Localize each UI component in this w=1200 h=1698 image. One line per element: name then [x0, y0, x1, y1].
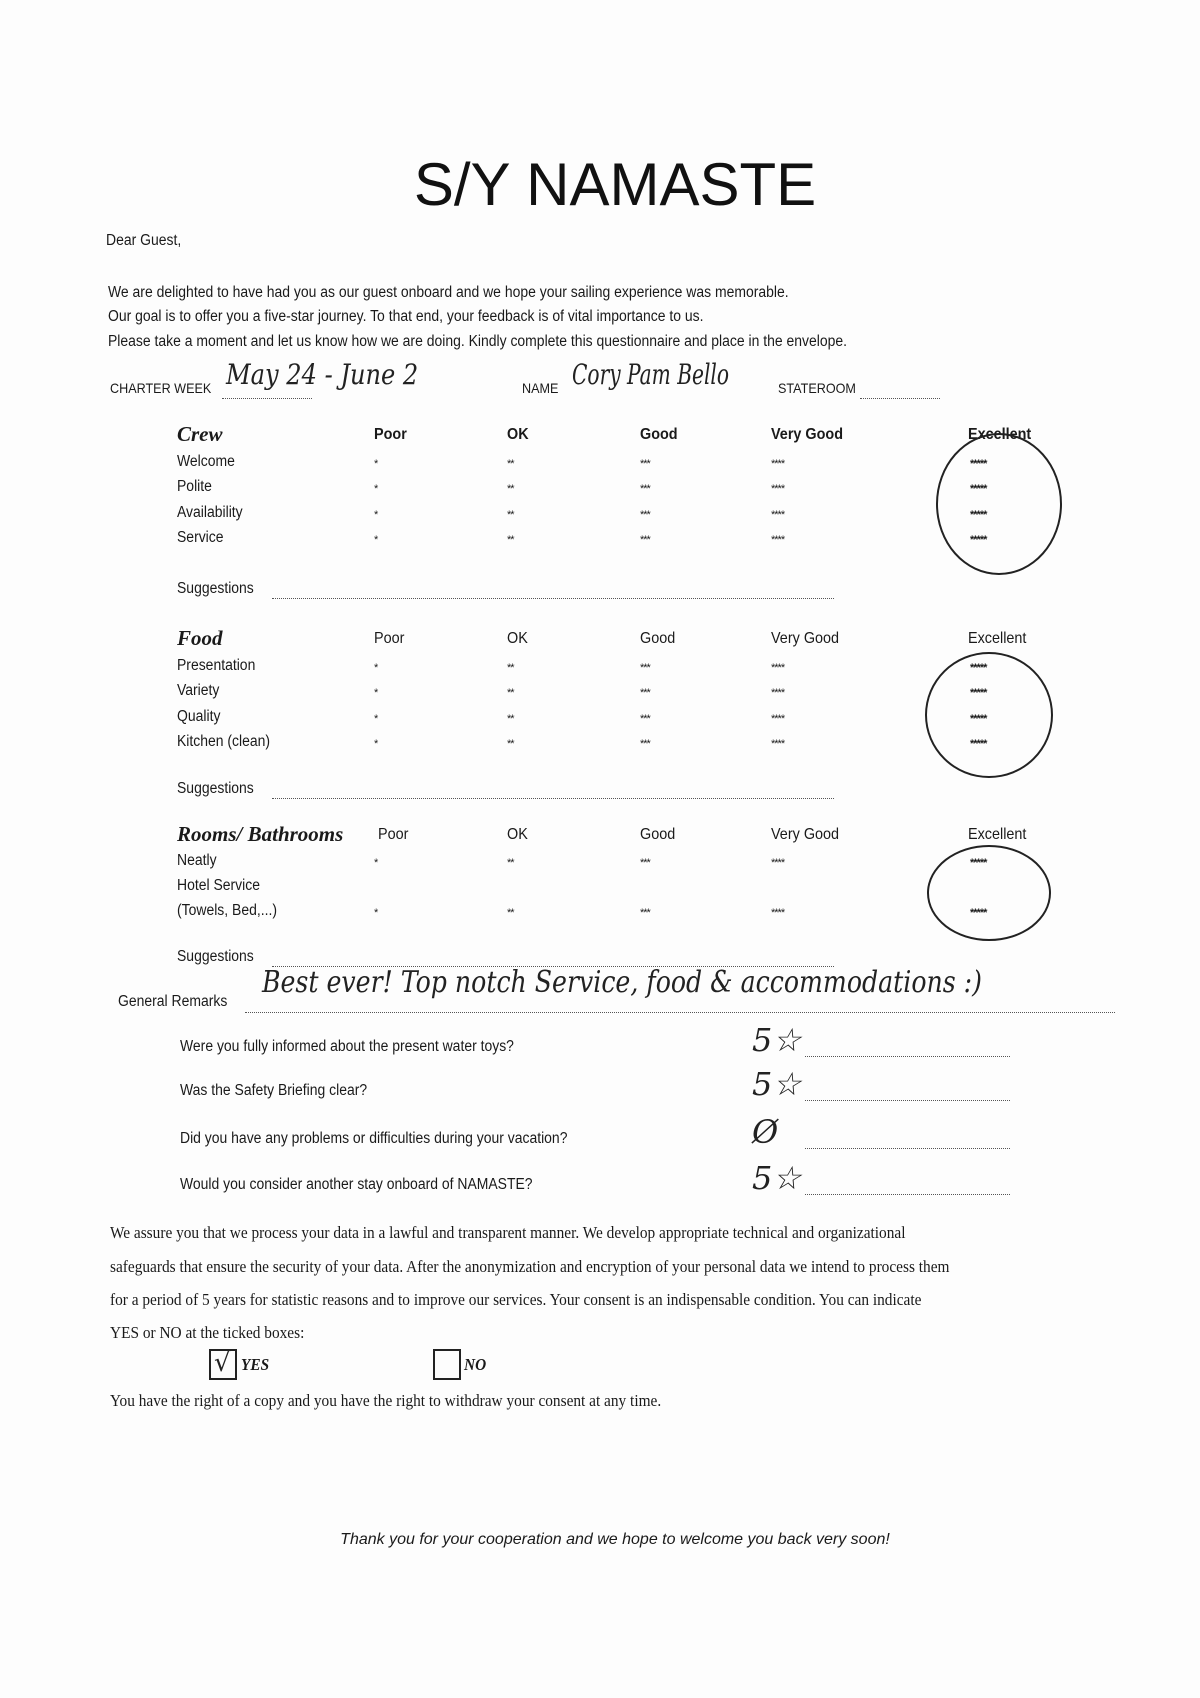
- column-header-very-good: Very Good: [771, 426, 844, 443]
- rating-option-very-good[interactable]: ****: [771, 458, 785, 470]
- selected-excellent-circle: [936, 433, 1062, 575]
- selected-excellent-circle: [925, 652, 1053, 778]
- rating-option-excellent[interactable]: *****: [970, 458, 987, 470]
- consent-no-checkbox[interactable]: [433, 1349, 461, 1380]
- rating-option-excellent[interactable]: *****: [970, 483, 987, 495]
- rating-option-very-good[interactable]: ****: [771, 713, 785, 725]
- rating-option-ok[interactable]: **: [507, 458, 514, 470]
- answer-field-1[interactable]: 5☆: [752, 1021, 802, 1059]
- column-header-excellent: Excellent: [968, 426, 1032, 443]
- rating-option-good[interactable]: ***: [640, 687, 650, 699]
- rating-option-good[interactable]: ***: [640, 662, 650, 674]
- rating-option-ok[interactable]: **: [507, 483, 514, 495]
- rating-option-good[interactable]: ***: [640, 483, 650, 495]
- question-3: Did you have any problems or difficulties during your vacation?: [180, 1130, 568, 1147]
- rating-option-poor[interactable]: *: [374, 509, 378, 521]
- rating-option-ok[interactable]: **: [507, 509, 514, 521]
- consent-line-4: YES or NO at the ticked boxes:: [110, 1323, 305, 1342]
- column-header-very-good: Very Good: [771, 826, 840, 843]
- column-header-poor: Poor: [378, 826, 409, 843]
- suggestions-label: Suggestions: [177, 780, 254, 797]
- section-title-rooms-bathrooms: Rooms/ Bathrooms: [177, 822, 344, 846]
- column-header-ok: OK: [507, 426, 529, 443]
- rating-option-good[interactable]: ***: [640, 907, 650, 919]
- consent-line-3: for a period of 5 years for statistic reasons and to improve our services. Your consent is an indispensable condition. You can indicate: [110, 1290, 922, 1309]
- answer-line-2: [805, 1100, 1010, 1101]
- question-2: Was the Safety Briefing clear?: [180, 1082, 368, 1099]
- rating-option-ok[interactable]: **: [507, 738, 514, 750]
- form-title: S/Y NAMASTE: [413, 151, 817, 218]
- suggestions-label: Suggestions: [177, 948, 254, 965]
- column-header-ok: OK: [507, 826, 528, 843]
- rating-option-poor[interactable]: *: [374, 907, 378, 919]
- rating-option-very-good[interactable]: ****: [771, 483, 785, 495]
- column-header-good: Good: [640, 426, 678, 443]
- row-label-quality: Quality: [177, 708, 221, 725]
- rating-option-very-good[interactable]: ****: [771, 738, 785, 750]
- question-1: Were you fully informed about the present water toys?: [180, 1038, 514, 1055]
- column-header-ok: OK: [507, 630, 528, 647]
- rating-option-poor[interactable]: *: [374, 662, 378, 674]
- rating-option-poor[interactable]: *: [374, 483, 378, 495]
- row-label-kitchen-clean-: Kitchen (clean): [177, 733, 271, 750]
- rating-option-very-good[interactable]: ****: [771, 509, 785, 521]
- rating-option-good[interactable]: ***: [640, 509, 650, 521]
- row-label-presentation: Presentation: [177, 657, 256, 674]
- selected-excellent-circle: [927, 845, 1051, 941]
- rating-option-excellent[interactable]: *****: [970, 713, 987, 725]
- suggestions-field[interactable]: [272, 798, 834, 799]
- section-title-food: Food: [177, 626, 223, 650]
- answer-field-4[interactable]: 5☆: [752, 1159, 802, 1197]
- rating-option-poor[interactable]: *: [374, 713, 378, 725]
- stateroom-field[interactable]: [860, 398, 940, 399]
- rating-option-ok[interactable]: **: [507, 534, 514, 546]
- consent-yes-checkbox[interactable]: [209, 1349, 237, 1380]
- rating-option-ok[interactable]: **: [507, 907, 514, 919]
- rating-option-good[interactable]: ***: [640, 458, 650, 470]
- charter-week-label: CHARTER WEEK: [110, 380, 212, 396]
- rating-option-excellent[interactable]: *****: [970, 662, 987, 674]
- name-field[interactable]: Cory Pam Bello: [572, 358, 729, 391]
- column-header-excellent: Excellent: [968, 826, 1027, 843]
- rating-option-ok[interactable]: **: [507, 857, 514, 869]
- row-label-service: Service: [177, 529, 224, 546]
- rating-option-very-good[interactable]: ****: [771, 687, 785, 699]
- rating-option-excellent[interactable]: *****: [970, 857, 987, 869]
- intro-line-1: We are delighted to have had you as our guest onboard and we hope your sailing experience was memorable.: [108, 284, 789, 301]
- consent-no-label: NO: [464, 1355, 487, 1374]
- charter-week-field[interactable]: May 24 - June 2: [226, 358, 419, 391]
- rating-option-good[interactable]: ***: [640, 857, 650, 869]
- rating-option-very-good[interactable]: ****: [771, 857, 785, 869]
- rating-option-good[interactable]: ***: [640, 713, 650, 725]
- rating-option-ok[interactable]: **: [507, 662, 514, 674]
- rating-option-very-good[interactable]: ****: [771, 534, 785, 546]
- suggestions-field[interactable]: [272, 598, 834, 599]
- column-header-poor: Poor: [374, 426, 407, 443]
- rating-option-poor[interactable]: *: [374, 687, 378, 699]
- rating-option-excellent[interactable]: *****: [970, 509, 987, 521]
- intro-line-3: Please take a moment and let us know how we are doing. Kindly complete this questionnaire and place in the envelope.: [108, 333, 848, 350]
- suggestions-label: Suggestions: [177, 580, 254, 597]
- column-header-poor: Poor: [374, 630, 405, 647]
- general-remarks-field[interactable]: Best ever! Top notch Service, food & accommodations :): [262, 965, 983, 1000]
- charter-week-dots: [222, 398, 312, 399]
- name-label: NAME: [522, 380, 559, 396]
- rating-option-excellent[interactable]: *****: [970, 738, 987, 750]
- answer-field-3[interactable]: Ø: [752, 1113, 779, 1151]
- consent-line-2: safeguards that ensure the security of your data. After the anonymization and encryption of your personal data we intend to process them: [110, 1257, 950, 1276]
- rating-option-very-good[interactable]: ****: [771, 907, 785, 919]
- answer-line-1: [805, 1056, 1010, 1057]
- rating-option-excellent[interactable]: *****: [970, 907, 987, 919]
- rating-option-poor[interactable]: *: [374, 738, 378, 750]
- rating-option-good[interactable]: ***: [640, 534, 650, 546]
- consent-rights: You have the right of a copy and you have the right to withdraw your consent at any time.: [110, 1391, 662, 1410]
- rating-option-ok[interactable]: **: [507, 687, 514, 699]
- rating-option-good[interactable]: ***: [640, 738, 650, 750]
- rating-option-poor[interactable]: *: [374, 458, 378, 470]
- rating-option-excellent[interactable]: *****: [970, 687, 987, 699]
- row-label-hotel-service: Hotel Service: [177, 877, 260, 894]
- column-header-excellent: Excellent: [968, 630, 1027, 647]
- answer-line-3: [805, 1148, 1010, 1149]
- general-remarks-dots: [245, 1012, 1115, 1013]
- row-label-variety: Variety: [177, 682, 220, 699]
- rating-option-poor[interactable]: *: [374, 857, 378, 869]
- column-header-good: Good: [640, 826, 676, 843]
- rating-option-very-good[interactable]: ****: [771, 662, 785, 674]
- general-remarks-label: General Remarks: [118, 993, 228, 1010]
- check-mark-icon: √: [214, 1348, 231, 1378]
- intro-line-2: Our goal is to offer you a five-star journey. To that end, your feedback is of vital importance to us.: [108, 308, 704, 325]
- column-header-good: Good: [640, 630, 676, 647]
- greeting: Dear Guest,: [106, 232, 182, 249]
- row-label-towels-bed: (Towels, Bed,...): [177, 902, 278, 919]
- row-label-welcome: Welcome: [177, 453, 235, 470]
- consent-line-1: We assure you that we process your data in a lawful and transparent manner. We develop appropriate technical and organizational: [110, 1223, 906, 1242]
- consent-yes-label: YES: [241, 1355, 270, 1374]
- question-4: Would you consider another stay onboard of NAMASTE?: [180, 1176, 533, 1193]
- row-label-neatly: Neatly: [177, 852, 217, 869]
- stateroom-label: STATEROOM: [778, 380, 856, 396]
- row-label-polite: Polite: [177, 478, 212, 495]
- row-label-availability: Availability: [177, 504, 243, 521]
- answer-line-4: [805, 1194, 1010, 1195]
- column-header-very-good: Very Good: [771, 630, 840, 647]
- section-title-crew: Crew: [177, 422, 223, 446]
- answer-field-2[interactable]: 5☆: [752, 1065, 802, 1103]
- rating-option-poor[interactable]: *: [374, 534, 378, 546]
- footer-thanks: Thank you for your cooperation and we hope to welcome you back very soon!: [340, 1531, 890, 1548]
- rating-option-ok[interactable]: **: [507, 713, 514, 725]
- rating-option-excellent[interactable]: *****: [970, 534, 987, 546]
